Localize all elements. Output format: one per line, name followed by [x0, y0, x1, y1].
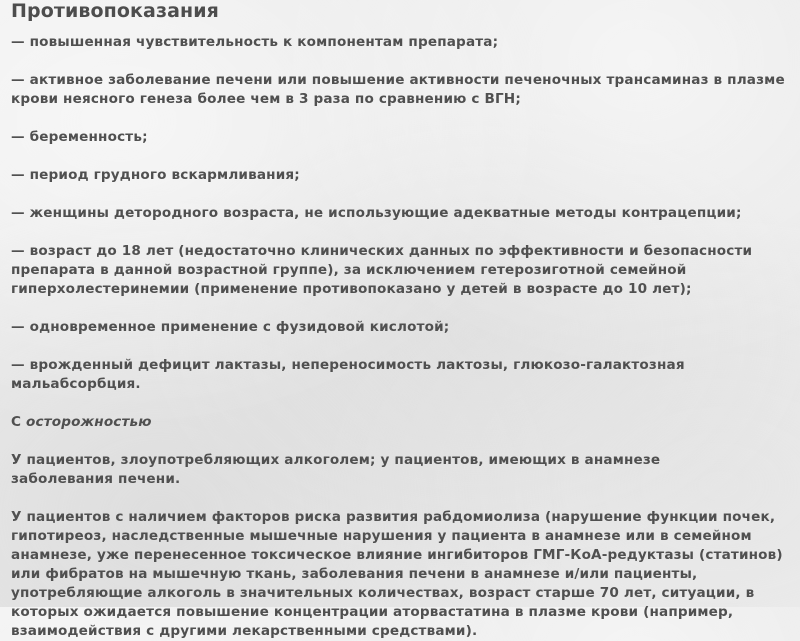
- caution-heading: [11, 413, 790, 432]
- contraindication-item: — женщины детородного возраста, не использующие адекватные методы контрацепции;: [11, 205, 742, 221]
- contraindication-item: — одновременное применение с фузидовой кислотой;: [11, 319, 450, 335]
- contraindication-item: — период грудного вскармливания;: [11, 167, 300, 183]
- section-title: Противопоказания: [11, 0, 219, 22]
- caution-paragraph: У пациентов, злоупотребляющих алкоголем; у пациентов, имеющих в анамнезе заболевания печени.: [11, 452, 661, 487]
- caution-paragraph: У пациентов с наличием факторов риска развития рабдомиолиза (нарушение функции почек, гипотиреоз, наследственные мышечные нарушения у пациента в анамнезе или в семейном анамнезе, уже перенесенное токсическое влияние ингибиторов ГМГ-КоА-редуктазы (статинов) или фибратов на мышечную ткань, заболевания печени в анамнезе и/или пациенты, употребляющие алкоголь в значительных количествах, возраст старше 70 лет, ситуации, в которых ожидается повышение концентрации аторвастатина в плазме крови (например, взаимодействия с другими лекарственными средствами).: [11, 509, 783, 639]
- contraindication-item: — возраст до 18 лет (недостаточно клинических данных по эффективности и безопасности препарата в данной возрастной группе), за исключением гетерозиготной семейной гиперхолестеринемии (применение противопоказано у детей в возрасте до 10 лет);: [11, 243, 753, 297]
- contraindication-item: — активное заболевание печени или повышение активности печеночных трансаминаз в плазме крови неясного генеза более чем в 3 раза по сравнению с ВГН;: [11, 72, 785, 107]
- contraindication-item: — беременность;: [11, 129, 148, 145]
- caution-italic: осторожностью: [26, 414, 152, 430]
- contraindication-item: — повышенная чувствительность к компонентам препарата;: [11, 34, 499, 50]
- contraindication-item: — врожденный дефицит лактазы, непереносимость лактозы, глюкозо-галактозная мальабсорбция.: [11, 357, 685, 392]
- caution-prefix: С: [11, 414, 27, 430]
